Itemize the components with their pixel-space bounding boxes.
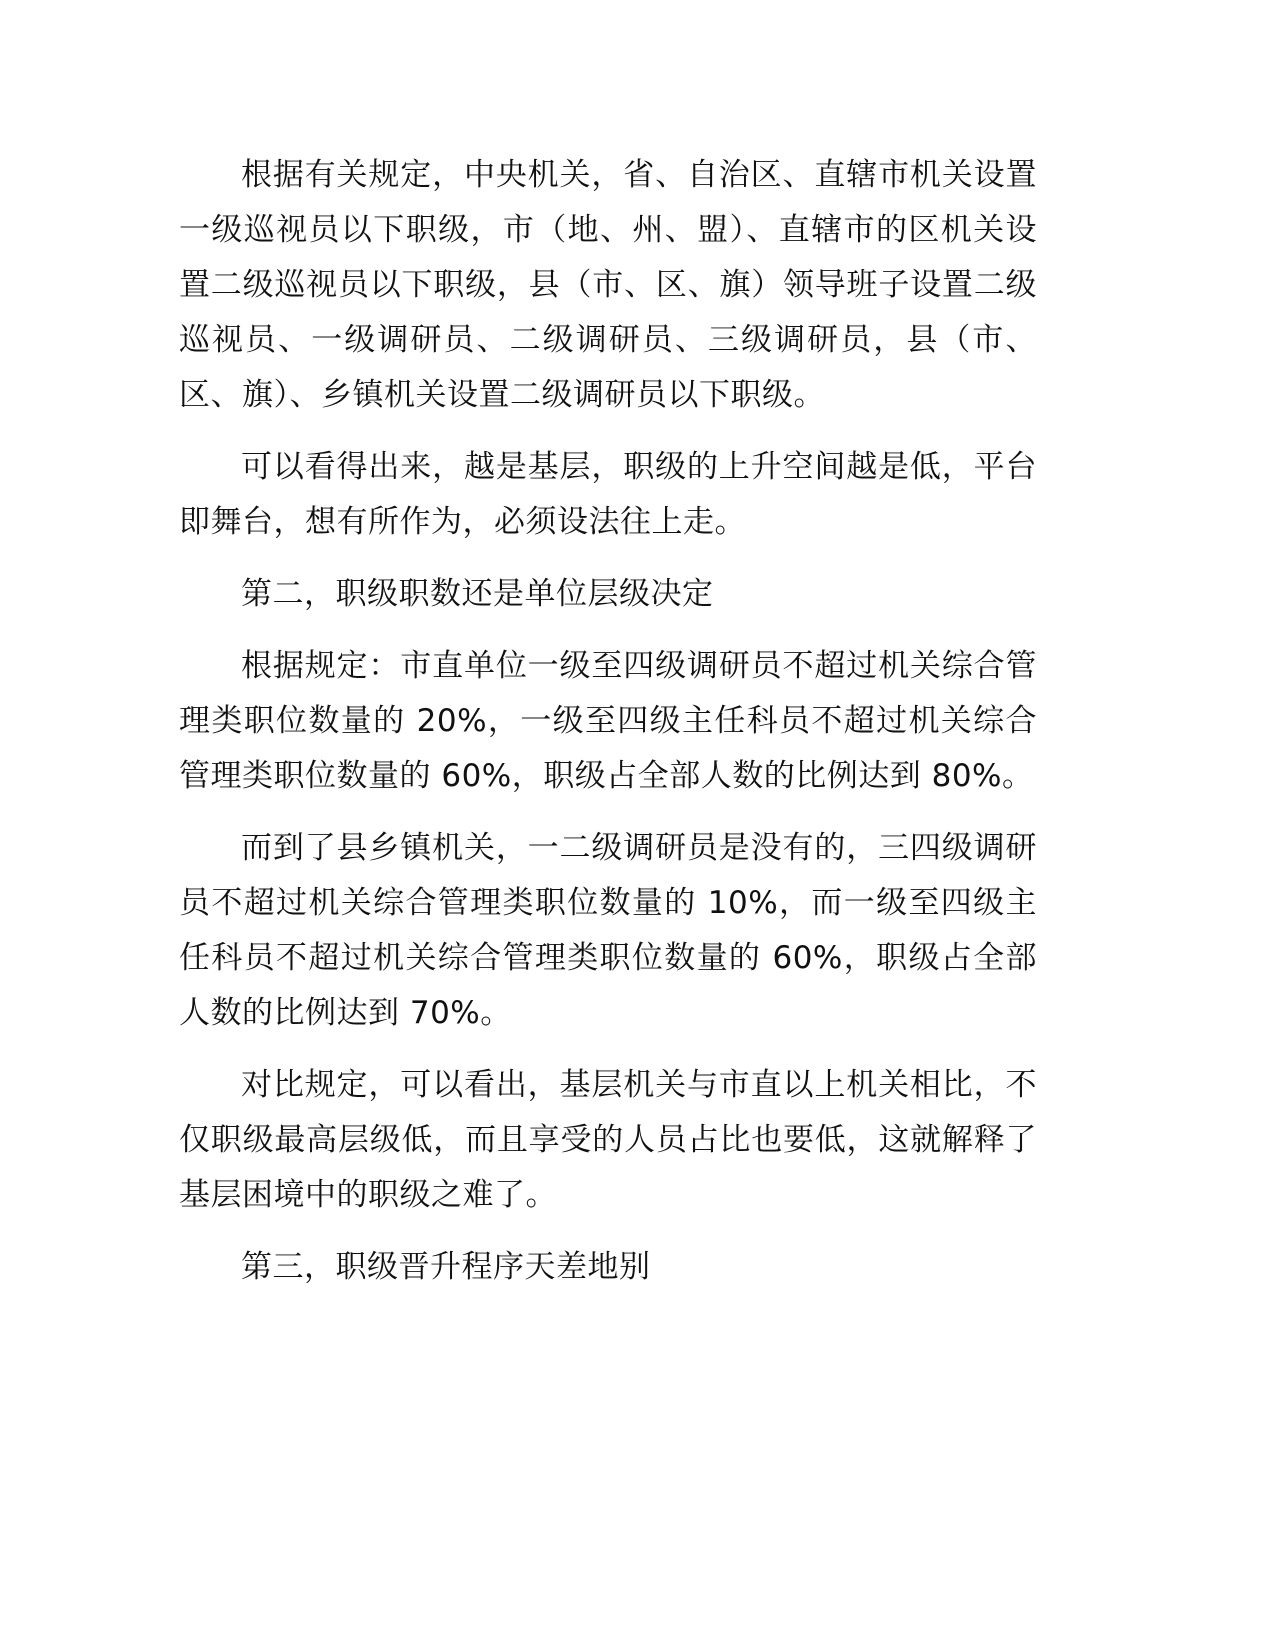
document-page [179, 148, 1037, 1312]
section-heading-third: 第三，职级晋升程序天差地别 [241, 1249, 651, 1285]
paragraph-comparison: 对比规定，可以看出，基层机关与市直以上机关相比，不仅职级最高层级低，而且享受的人员占比也要低，这就解释了基层困境中的职级之难了。 [179, 1067, 1037, 1213]
paragraph-rank-settings: 根据有关规定，中央机关，省、自治区、直辖市机关设置一级巡视员以下职级，市（地、州、盟）、直辖市的区机关设置二级巡视员以下职级，县（市、区、旗）领导班子设置二级巡视员、一级调研员、二级调研员、三级调研员，县（市、区、旗）、乡镇机关设置二级调研员以下职级。 [179, 157, 1037, 413]
paragraph-city-quota: 根据规定：市直单位一级至四级调研员不超过机关综合管理类职位数量的 20%，一级至四级主任科员不超过机关综合管理类职位数量的 60%，职级占全部人数的比例达到 80%。 [179, 648, 1037, 794]
paragraph-county-quota: 而到了县乡镇机关，一二级调研员是没有的，三四级调研员不超过机关综合管理类职位数量的 10%，而一级至四级主任科员不超过机关综合管理类职位数量的 60%，职级占全部人数的比例达到 70%。 [179, 830, 1037, 1031]
paragraph-grassroots-space: 可以看得出来，越是基层，职级的上升空间越是低，平台即舞台，想有所作为，必须设法往上走。 [179, 449, 1037, 540]
section-heading-second: 第二，职级职数还是单位层级决定 [241, 576, 714, 612]
